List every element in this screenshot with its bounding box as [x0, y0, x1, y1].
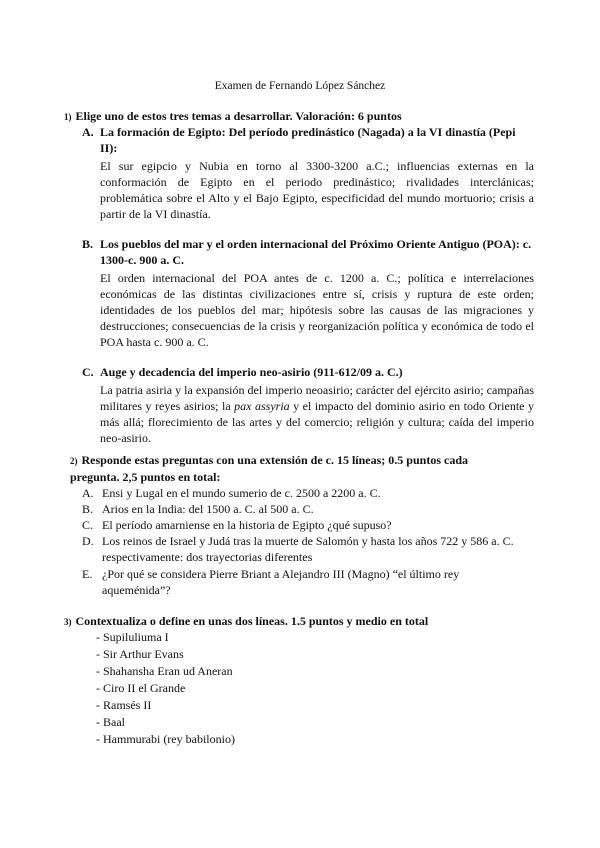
question-b-text: Arios en la India: del 1500 a. C. al 500 a. C. [102, 502, 314, 516]
section-1-number: 1) [64, 112, 72, 122]
term-item: - Sir Arthur Evans [96, 647, 184, 661]
question-d [82, 533, 522, 565]
topic-c-text-italic: pax assyria [234, 399, 290, 413]
term-item: - Supiluliuma I [96, 630, 169, 644]
topic-a [82, 124, 534, 222]
question-b-letter: B. [82, 502, 94, 516]
topic-c [82, 364, 534, 446]
section-2-title: Responde estas preguntas con una extensión de c. 15 líneas; 0.5 puntos cada pregunta. 2,5 puntos en total: [70, 453, 468, 484]
term-item: - Ciro II el Grande [96, 681, 186, 695]
question-c [82, 517, 534, 533]
topic-c-text [100, 382, 534, 446]
question-a-text: Ensi y Lugal en el mundo sumerio de c. 2500 a 2200 a. C. [102, 486, 381, 500]
section-1-title: Elige uno de estos tres temas a desarrollar. Valoración: 6 puntos [75, 109, 402, 123]
topic-a-letter: A. [82, 125, 94, 139]
topic-b-title: Los pueblos del mar y el orden internacional del Próximo Oriente Antiguo (POA): c. 1300-c. 900 a. C. [100, 237, 532, 267]
topic-b-letter: B. [82, 237, 94, 251]
section-1-heading [64, 108, 534, 125]
question-a-letter: A. [82, 486, 94, 500]
question-c-text: El período amarniense en la historia de Egipto ¿qué supuso? [102, 518, 392, 532]
section-2-heading [70, 452, 510, 485]
term-item: - Ramsés II [96, 698, 152, 712]
question-e [82, 566, 494, 598]
question-c-letter: C. [82, 518, 94, 532]
section-2-number: 2) [70, 456, 78, 466]
exam-title: Examen de Fernando López Sánchez [214, 80, 386, 92]
term-item: - Baal [96, 715, 125, 729]
term-item: - Shahansha Eran ud Aneran [96, 664, 233, 678]
topic-c-title: Auge y decadencia del imperio neo-asirio (911-612/09 a. C.) [100, 365, 403, 379]
question-e-letter: E. [82, 567, 93, 581]
topic-b-text: El orden internacional del POA antes de c. 1200 a. C.; política e interrelaciones económicas de las distintas civilizaciones entre sí, crisis y ruptura de este orden; identidades de los pueblos del mar; hipótesis sobre las causas de las migraciones y destrucciones; consecuencias de la crisis y reorganización política y económica de todo el POA hasta c. 900 a. C. [100, 271, 534, 349]
section-3-number: 3) [64, 617, 72, 627]
topic-a-title: La formación de Egipto: Del período predinástico (Nagada) a la VI dinastía (Pepi II): [100, 125, 516, 155]
question-b [82, 501, 534, 517]
question-d-letter: D. [82, 534, 94, 548]
question-a [82, 485, 534, 501]
topic-a-text: El sur egipcio y Nubia en torno al 3300-3200 a.C.; influencias externas en la conformación de Egipto en el periodo predinástico; rivalidades interclánicas; problemática sobre el Alto y el Bajo Egipto, especificidad del mundo mortuorio; crisis a partir de la VI dinastía. [100, 159, 534, 221]
topic-c-text-part-2: y el impacto del dominio asirio en todo Oriente y más allá; florecimiento de las artes y del comercio; religión y cultura; caída del imperio neo-asirio. [100, 399, 534, 445]
question-e-text: ¿Por qué se considera Pierre Briant a Alejandro III (Magno) “el último rey aqueménida”? [102, 567, 460, 597]
term-item: - Hammurabi (rey babilonio) [96, 732, 235, 746]
topic-b [82, 236, 534, 350]
topic-c-letter: C. [82, 365, 94, 379]
question-d-text: Los reinos de Israel y Judá tras la muerte de Salomón y hasta los años 722 y 586 a. C. respectivamente: dos trayectorias diferentes [102, 534, 514, 564]
section-3-heading [64, 613, 534, 630]
topic-c-text-part-1: La patria asiria y la expansión del imperio neoasirio; carácter del ejército asirio; campañas militares y reyes asirios; la [100, 383, 534, 413]
section-3-title: Contextualiza o define en unas dos líneas. 1.5 puntos y medio en total [75, 614, 429, 628]
